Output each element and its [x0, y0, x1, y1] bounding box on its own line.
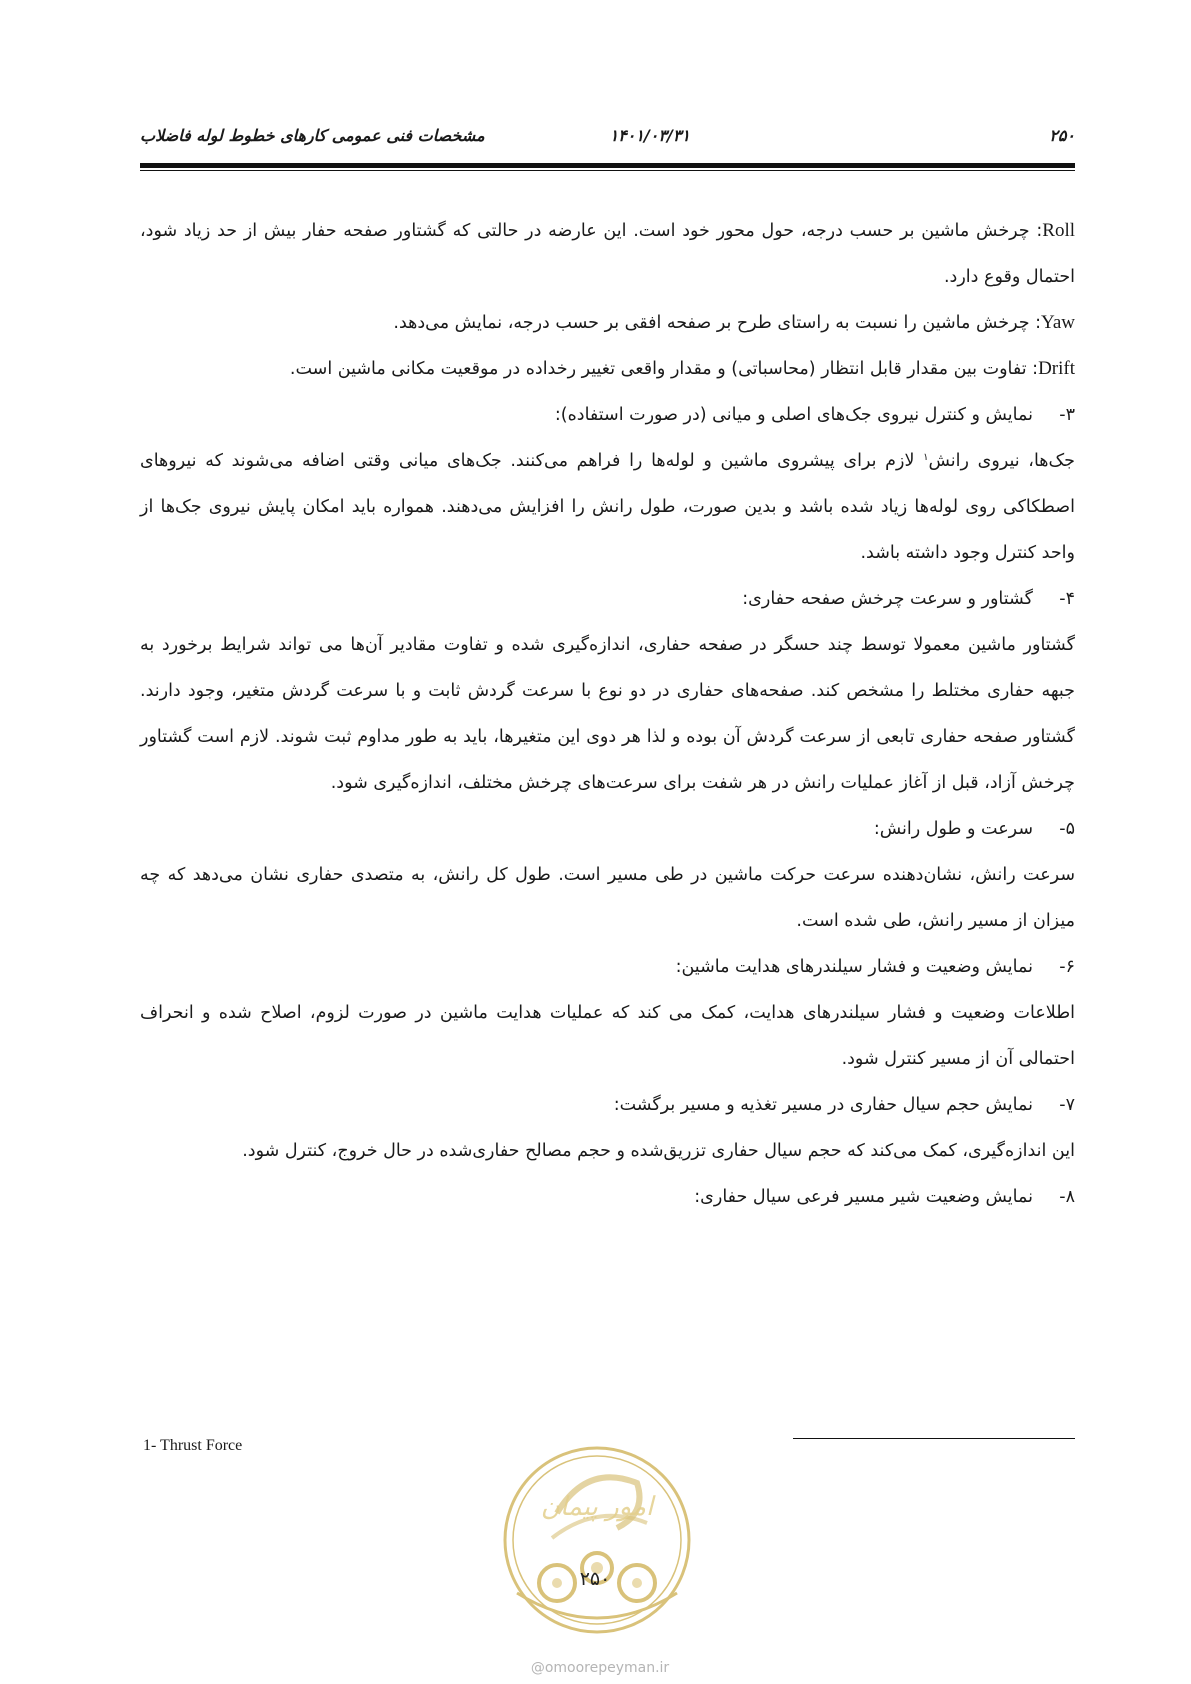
- footnote-text: 1- Thrust Force: [143, 1437, 243, 1454]
- yaw-term: Yaw: [1041, 312, 1075, 333]
- footnote-mark: ۱: [923, 452, 929, 463]
- item-3-number: ۳-: [1059, 405, 1075, 425]
- drift-text: : تفاوت بین مقدار قابل انتظار (محاسباتی) و مقدار واقعی تغییر رخداده در موقعیت مکانی ماشین است.: [289, 359, 1039, 379]
- item-6-paragraph: اطلاعات وضعیت و فشار سیلندرهای هدایت، کمک می کند که عملیات هدایت ماشین در صورت لزوم، اصلاح شده و انحراف احتمالی آن از مسیر کنترل شود.: [140, 1003, 1075, 1069]
- item-4-number: ۴-: [1059, 589, 1075, 609]
- item-4-heading-text: گشتاور و سرعت چرخش صفحه حفاری:: [742, 589, 1033, 609]
- item-7-heading-text: نمایش حجم سیال حفاری در مسیر تغذیه و مسیر برگشت:: [613, 1095, 1033, 1115]
- watermark-url: @omoorepeyman.ir: [530, 1660, 670, 1676]
- item-5-heading-text: سرعت و طول رانش:: [873, 819, 1033, 839]
- yaw-definition: [140, 300, 1075, 346]
- item-7-paragraph: این اندازه‌گیری، کمک می‌کند که حجم سیال حفاری تزریق‌شده و حجم مصالح حفاری‌شده در حال خروج، کنترل شود.: [242, 1141, 1075, 1161]
- item-3-text-before: جک‌ها، نیروی رانش: [928, 451, 1075, 471]
- item-6-heading: [140, 944, 1075, 990]
- header-rule-thick: [140, 163, 1075, 168]
- footnote-rule: [793, 1438, 1075, 1439]
- roll-definition: [140, 208, 1075, 300]
- item-7-number: ۷-: [1059, 1095, 1075, 1115]
- item-3-paragraph: [140, 438, 1075, 576]
- item-3-text-after: لازم برای پیشروی ماشین و لوله‌ها را فراهم می‌کنند. جک‌های میانی وقتی اضافه می‌شوند که نیروهای اصطکاکی روی لوله‌ها زیاد شده باشد و بدین صورت، طول رانش را افزایش می‌دهند. همواره باید امکان پایش نیروی جک‌ها از واحد کنترل وجود داشته باشد.: [140, 451, 1075, 563]
- item-4-paragraph: گشتاور ماشین معمولا توسط چند حسگر در صفحه حفاری، اندازه‌گیری شده و تفاوت مقادیر آن‌ها می تواند شرایط برخورد به جبهه حفاری مختلط را مشخص کند. صفحه‌های حفاری در دو نوع با سرعت گردش ثابت و با سرعت گردش متغیر، وجود دارند. گشتاور صفحه حفاری تابعی از سرعت گردش آن بوده و لذا هر دوی این متغیرها، باید به طور مداوم ثبت شوند. لازم است گشتاور چرخش آزاد، قبل از آغاز عملیات رانش در هر شفت برای سرعت‌های چرخش مختلف، اندازه‌گیری شود.: [140, 635, 1075, 793]
- header-date: ۱۴۰۱/۰۳/۳۱: [609, 126, 690, 145]
- item-7-heading: [140, 1082, 1075, 1128]
- item-3-heading: [140, 392, 1075, 438]
- item-8-heading: [140, 1174, 1075, 1220]
- drift-term: Drift: [1038, 358, 1075, 379]
- roll-text: : چرخش ماشین بر حسب درجه، حول محور خود است. این عارضه در حالتی که گشتاور صفحه حفار بیش از حد زیاد شود، احتمال وقوع دارد.: [140, 221, 1075, 287]
- header-rule-thin: [140, 170, 1075, 171]
- item-3-heading-text: نمایش و کنترل نیروی جک‌های اصلی و میانی (در صورت استفاده):: [554, 405, 1033, 425]
- item-8-heading-text: نمایش وضعیت شیر مسیر فرعی سیال حفاری:: [694, 1187, 1033, 1207]
- item-4-heading: [140, 576, 1075, 622]
- roll-term: Roll: [1042, 220, 1075, 241]
- header-title: مشخصات فنی عمومی کارهای خطوط لوله فاضلاب: [140, 126, 485, 145]
- item-5-number: ۵-: [1059, 819, 1075, 839]
- item-5-heading: [140, 806, 1075, 852]
- watermark-logo-icon: [497, 1443, 697, 1638]
- item-5-paragraph: سرعت رانش، نشان‌دهنده سرعت حرکت ماشین در طی مسیر است. طول کل رانش، به متصدی حفاری نشان می‌دهد که چه میزان از مسیر رانش، طی شده است.: [140, 865, 1075, 931]
- watermark-logo-text: امور پیمان: [540, 1492, 654, 1522]
- page-header: [140, 126, 1075, 156]
- item-8-number: ۸-: [1059, 1187, 1075, 1207]
- drift-definition: [140, 346, 1075, 392]
- yaw-text: : چرخش ماشین را نسبت به راستای طرح بر صفحه افقی بر حسب درجه، نمایش می‌دهد.: [393, 313, 1042, 333]
- item-6-heading-text: نمایش وضعیت و فشار سیلندرهای هدایت ماشین:: [675, 957, 1033, 977]
- footer-page-number: ۲۵۰: [579, 1568, 611, 1590]
- body-text: [140, 208, 1075, 1220]
- item-6-number: ۶-: [1059, 957, 1075, 977]
- header-page-number: ۲۵۰: [1049, 126, 1075, 145]
